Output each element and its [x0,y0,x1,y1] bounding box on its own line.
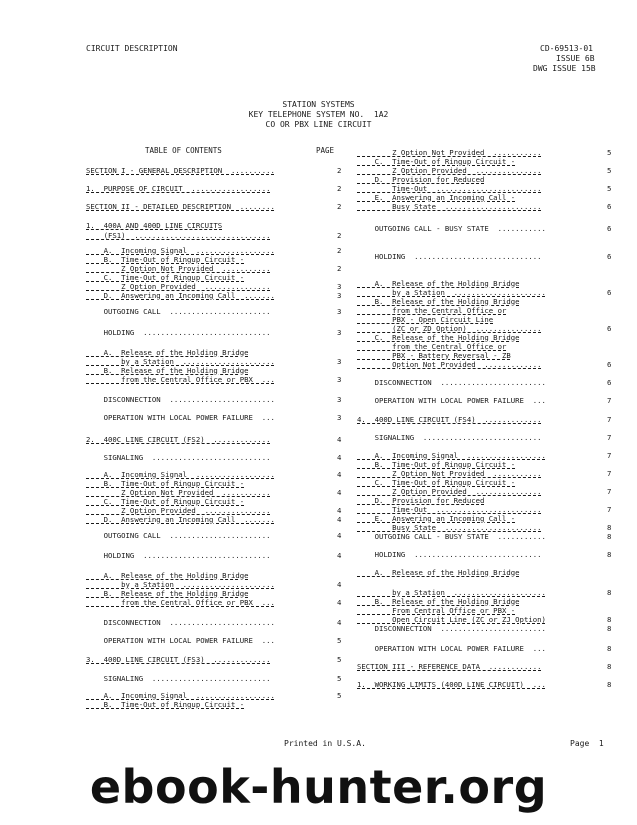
watermark-text: ebook-hunter.org [89,760,548,814]
toc-entry [86,655,271,664]
toc-entry [86,515,275,524]
toc-entry-page: 7 [607,451,612,460]
toc-entry-title: D. Provision for Reduced [357,496,485,505]
header-left: CIRCUIT DESCRIPTION [86,44,178,53]
toc-entry-page: 4 [337,470,342,479]
toc-entry-page: 5 [337,691,342,700]
toc-entry-title: C. Time-Out of Ringup Circuit - [86,497,245,506]
toc-entry [357,606,515,615]
toc-entry-title: SIGNALING ........................... [357,433,542,442]
toc-entry-title: A. Release of the Holding Bridge [357,279,520,288]
toc-entry-page: 8 [607,588,612,597]
toc-entry-title: Option Not Provided ............. [357,360,542,369]
toc-entry [86,453,271,462]
toc-entry-page: 3 [337,282,342,291]
toc-entry [357,505,542,514]
toc-entry-title: Z Option Not Provided ........... [86,264,271,273]
toc-entry [357,478,515,487]
toc-entry-title: OUTGOING CALL ....................... [86,531,271,540]
toc-entry-title: A. Incoming Signal .................. [86,246,275,255]
toc-entry [357,315,493,324]
toc-entry [357,496,484,505]
toc-entry [86,246,275,255]
toc-entry-title: HOLDING ............................. [86,328,271,337]
toc-entry-page: 7 [607,505,612,514]
toc-entry-title: Time-Out ........................ [357,184,542,193]
toc-entry-title: Z Option Provided ............... [357,487,542,496]
toc-entry-title: from the Central Office or [357,306,507,315]
toc-entry [357,588,546,597]
toc-entry-title: A. Incoming Signal .................. [357,451,546,460]
toc-entry-title: 1. WORKING LIMITS (400D LINE CIRCUIT) ... [357,680,546,689]
toc-entry-title: OPERATION WITH LOCAL POWER FAILURE ... [86,636,275,645]
toc-entry [86,580,275,589]
toc-entry-title: C. Time-Out of Ringup Circuit - [357,157,516,166]
toc-entry [86,506,271,515]
toc-entry [86,636,275,645]
toc-entry [357,175,484,184]
toc-entry-page: 3 [337,291,342,300]
toc-entry [86,435,271,444]
toc-entry-page: 8 [607,644,612,653]
toc-entry [357,523,542,532]
toc-entry [86,291,275,300]
toc-entry-page: 2 [337,202,342,211]
toc-entry [357,224,546,233]
toc-entry-page: 6 [607,224,612,233]
toc-entry [86,497,244,506]
toc-entry-title: C. Time-Out of Ringup Circuit - [86,273,245,282]
toc-entry-title: from the Central Office or PBX ... [86,375,275,384]
toc-entry-title: 2. 400C LINE CIRCUIT (FS2) ............. [86,435,271,444]
toc-entry-title: A. Incoming Signal .................. [86,470,275,479]
toc-entry [357,252,542,261]
toc-entry-title: Busy State ...................... [357,202,542,211]
toc-entry-page: 6 [607,324,612,333]
toc-entry-page: 8 [607,532,612,541]
toc-entry-page: 7 [607,469,612,478]
toc-entry [86,357,275,366]
toc-entry-page: 3 [337,357,342,366]
toc-entry-title: Z Option Not Provided ........... [357,469,542,478]
toc-entry [357,615,546,624]
toc-entry-page: 5 [337,655,342,664]
toc-entry-title: 3. 400D LINE CIRCUIT (FS3) ............. [86,655,271,664]
toc-entry-title: B. Time-Out of Ringup Circuit - [86,255,245,264]
toc-entry [357,202,542,211]
toc-entry-page: 4 [337,551,342,560]
toc-entry-title: B. Release of the Holding Bridge [357,297,520,306]
toc-entry-title: D. Answering an Incoming Call ....... [86,515,275,524]
dwg-issue: DWG ISSUE 15B [533,64,596,73]
toc-entry-page: 7 [607,415,612,424]
toc-entry [357,279,520,288]
toc-entry [357,514,515,523]
toc-entry [357,157,515,166]
toc-entry [357,451,546,460]
toc-entry-page: 8 [607,680,612,689]
toc-entry-title: B. Release of the Holding Bridge [86,366,249,375]
toc-entry [357,333,520,342]
toc-entry [86,221,222,230]
toc-entry [357,433,542,442]
toc-entry-page: 6 [607,378,612,387]
toc-entry-title: SECTION I - GENERAL DESCRIPTION .......... [86,166,275,175]
toc-entry-title: DISCONNECTION ........................ [357,378,546,387]
toc-entry [357,396,546,405]
toc-entry-page: 8 [607,624,612,633]
toc-entry-title: 4. 400D LINE CIRCUIT (FS4) ............. [357,415,542,424]
toc-entry [86,470,275,479]
toc-entry-title: SECTION III - REFERENCE DATA ............ [357,662,542,671]
toc-entry [357,324,542,333]
toc-entry-title: OPERATION WITH LOCAL POWER FAILURE ... [357,644,546,653]
toc-entry [86,531,271,540]
toc-entry-page: 7 [607,433,612,442]
toc-entry-title: 1. PURPOSE OF CIRCUIT .................. [86,184,271,193]
toc-entry [86,166,275,175]
toc-entry [357,193,515,202]
toc-entry-title: C. Release of the Holding Bridge [357,333,520,342]
doc-number: CD-69513-01 [540,44,593,53]
toc-entry-title: Time-Out ........................ [357,505,542,514]
toc-entry-title: PBX - Open Circuit Line [357,315,494,324]
toc-entry [86,479,244,488]
toc-entry-title: DISCONNECTION ........................ [357,624,546,633]
toc-entry [86,598,275,607]
toc-entry-title: by a Station ..................... [357,588,546,597]
toc-entry [357,297,520,306]
toc-entry-title: D. Answering an Incoming Call ....... [86,291,275,300]
toc-entry [357,342,506,351]
toc-entry [357,662,542,671]
toc-entry-title: Z Option Not Provided ........... [357,148,542,157]
toc-entry [86,231,271,240]
toc-entry-title: A. Release of the Holding Bridge [357,568,520,577]
toc-entry [86,571,249,580]
toc-entry [86,691,275,700]
toc-entry [86,348,249,357]
toc-entry-page: 4 [337,488,342,497]
toc-entry-page: 8 [607,550,612,559]
toc-entry-page: 4 [337,506,342,515]
toc-entry-title: HOLDING ............................. [86,551,271,560]
toc-entry-title: A. Incoming Signal .................. [86,691,275,700]
toc-entry-title: Open Circuit Line (ZC or ZJ Option) [357,615,546,624]
toc-heading: TABLE OF CONTENTS [145,146,222,155]
toc-entry-page: 5 [337,674,342,683]
toc-entry-title: OPERATION WITH LOCAL POWER FAILURE ... [357,396,546,405]
toc-entry-title: HOLDING ............................. [357,550,542,559]
toc-entry [357,351,511,360]
toc-entry [86,307,271,316]
printed-in: Printed in U.S.A. [284,739,366,748]
toc-entry-page: 8 [607,662,612,671]
title-line-1: STATION SYSTEMS [282,100,355,109]
toc-entry-title: B. Time-Out of Ringup Circuit - [86,479,245,488]
toc-entry [86,700,244,709]
toc-entry-page: 4 [337,435,342,444]
toc-page-heading: PAGE [316,146,335,155]
toc-entry [86,589,249,598]
toc-entry-title: B. Time-Out of Ringup Circuit - [86,700,245,709]
toc-entry-title: A. Release of the Holding Bridge [86,348,249,357]
toc-entry-page: 4 [337,515,342,524]
toc-entry [357,568,520,577]
toc-entry [86,488,271,497]
toc-entry-title: OUTGOING CALL - BUSY STATE ........... [357,224,546,233]
toc-entry [357,166,542,175]
toc-entry [357,460,515,469]
toc-entry-title: B. Release of the Holding Bridge [357,597,520,606]
toc-entry-page: 7 [607,396,612,405]
toc-entry-page: 6 [607,360,612,369]
toc-entry [86,551,271,560]
toc-entry-title: SIGNALING ........................... [86,674,271,683]
toc-entry-title: OUTGOING CALL - BUSY STATE ........... [357,532,546,541]
toc-entry-title: by a Station ..................... [357,288,546,297]
title-line-3: CO OR PBX LINE CIRCUIT [265,120,372,129]
toc-entry [357,378,546,387]
toc-entry [86,282,271,291]
toc-entry [357,597,520,606]
toc-entry-title: SIGNALING ........................... [86,453,271,462]
toc-entry [86,264,271,273]
toc-entry-page: 4 [337,531,342,540]
toc-entry-title: SECTION II - DETAILED DESCRIPTION ........ [86,202,275,211]
toc-entry-title: C. Time-Out of Ringup Circuit - [357,478,516,487]
toc-entry-title: From Central Office or PBX - [357,606,516,615]
title-line-2: KEY TELEPHONE SYSTEM NO. 1A2 [248,110,389,119]
toc-entry-page: 4 [337,598,342,607]
toc-entry-title: D. Provision for Reduced [357,175,485,184]
toc-entry-page: 3 [337,307,342,316]
toc-entry-title: Z Option Not Provided ........... [86,488,271,497]
toc-entry [357,148,542,157]
toc-entry-title: by a Station ..................... [86,357,275,366]
toc-entry [357,680,546,689]
toc-entry-page: 8 [607,523,612,532]
toc-entry-page: 3 [337,328,342,337]
toc-entry-page: 4 [337,618,342,627]
toc-entry [357,184,542,193]
toc-entry [86,375,275,384]
toc-entry [357,415,542,424]
toc-entry-page: 3 [337,375,342,384]
toc-entry-page: 4 [337,453,342,462]
toc-entry [357,469,542,478]
toc-entry-page: 2 [337,264,342,273]
toc-entry-title: B. Time-Out of Ringup Circuit - [357,460,516,469]
toc-entry [86,413,275,422]
toc-entry [86,366,249,375]
toc-entry [357,532,546,541]
toc-entry-page: 7 [607,487,612,496]
toc-entry [357,624,546,633]
issue: ISSUE 6B [556,54,595,63]
toc-entry-title: E. Answering an Incoming Call - [357,193,516,202]
toc-entry [86,674,271,683]
toc-entry-title: Busy State ...................... [357,523,542,532]
toc-entry-title: by a Station ..................... [86,580,275,589]
toc-entry-title: PBX - Battery Reversal - ZB [357,351,511,360]
toc-entry-page: 6 [607,288,612,297]
toc-entry-title: Z Option Provided ............... [86,506,271,515]
toc-entry [86,202,275,211]
toc-entry-page: 3 [337,413,342,422]
toc-entry-page: 2 [337,166,342,175]
toc-entry [357,288,546,297]
toc-entry-title: DISCONNECTION ........................ [86,395,275,404]
toc-entry-title: (ZC or ZD Option) ............... [357,324,542,333]
toc-entry-page: 5 [607,166,612,175]
toc-entry [86,618,275,627]
toc-entry-title: OPERATION WITH LOCAL POWER FAILURE ... [86,413,275,422]
toc-entry-title: OUTGOING CALL ....................... [86,307,271,316]
toc-entry-page: 4 [337,580,342,589]
toc-entry [357,360,542,369]
toc-entry-page: 3 [337,395,342,404]
toc-entry [357,550,542,559]
toc-entry [86,395,275,404]
toc-entry [86,328,271,337]
toc-entry-page: 5 [337,636,342,645]
toc-entry-title: Z Option Provided ............... [357,166,542,175]
page-number: Page 1 [570,739,604,748]
toc-entry [357,644,546,653]
toc-entry-title: from the Central Office or PBX ... [86,598,275,607]
toc-entry-page: 2 [337,246,342,255]
toc-entry-title: 1. 400A AND 400D LINE CIRCUITS [86,221,223,230]
toc-entry-page: 6 [607,202,612,211]
toc-entry [357,487,542,496]
toc-entry-title: HOLDING ............................. [357,252,542,261]
toc-entry-title: DISCONNECTION ........................ [86,618,275,627]
toc-entry [86,184,271,193]
toc-entry [357,306,506,315]
toc-entry-page: 2 [337,184,342,193]
toc-entry-title: (FS1) ............................... [86,231,271,240]
toc-entry-title: E. Answering an Incoming Call - [357,514,516,523]
toc-entry-title: Z Option Provided ............... [86,282,271,291]
toc-entry-title: A. Release of the Holding Bridge [86,571,249,580]
toc-entry-page: 6 [607,252,612,261]
toc-entry-title: from the Central Office or [357,342,507,351]
toc-entry-page: 5 [607,184,612,193]
toc-entry-page: 2 [337,231,342,240]
toc-entry-title: B. Release of the Holding Bridge [86,589,249,598]
toc-entry [86,255,244,264]
toc-entry-page: 8 [607,615,612,624]
toc-entry [86,273,244,282]
toc-entry-page: 5 [607,148,612,157]
